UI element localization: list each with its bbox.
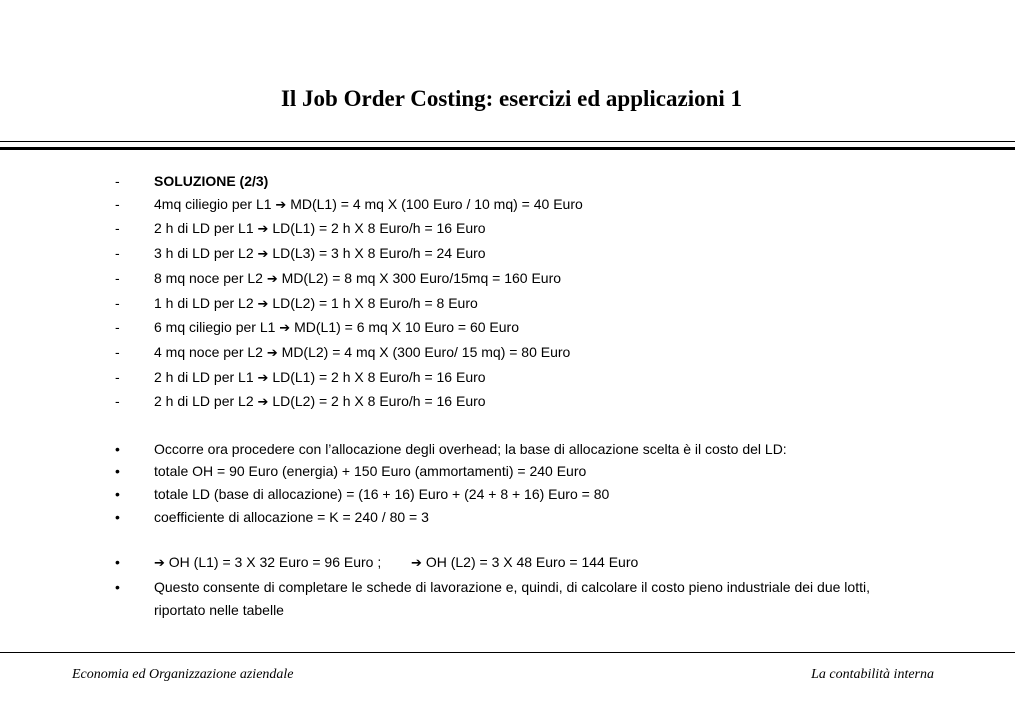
arrow-right-icon: ➔ xyxy=(257,395,269,411)
list-item xyxy=(113,390,913,415)
dash-marker: - xyxy=(115,319,120,336)
list-item xyxy=(113,483,913,506)
header-rule-thick xyxy=(0,147,1015,150)
list-item xyxy=(113,366,913,391)
bullet-marker: • xyxy=(115,486,120,503)
list-item xyxy=(113,193,913,218)
list-item xyxy=(113,460,913,483)
item-text: 4 mq noce per L2 xyxy=(154,343,263,360)
item-text: 8 mq noce per L2 xyxy=(154,269,263,286)
list-item xyxy=(113,341,913,366)
spacer xyxy=(113,529,913,552)
bullet-marker: • xyxy=(115,463,120,480)
dash-marker: - xyxy=(115,195,120,212)
list-item xyxy=(113,217,913,242)
slide-content xyxy=(113,170,913,621)
dash-marker: - xyxy=(115,393,120,410)
arrow-right-icon: ➔ xyxy=(257,370,269,386)
list-item xyxy=(113,292,913,317)
dash-marker: - xyxy=(115,368,120,385)
item-text: Questo consente di completare le schede di lavorazione e, quindi, di calcolare il costo pieno industriale dei due lotti, riportato nelle tabelle xyxy=(154,578,870,618)
dash-marker: - xyxy=(115,343,120,360)
dash-marker: - xyxy=(115,269,120,286)
dash-marker: - xyxy=(115,245,120,262)
item-text: OH (L2) = 3 X 48 Euro = 144 Euro xyxy=(425,554,639,571)
solution-heading: SOLUZIONE (2/3) xyxy=(154,173,269,189)
item-text: MD(L2) = 8 mq X 300 Euro/15mq = 160 Euro xyxy=(281,269,562,286)
arrow-right-icon: ➔ xyxy=(275,197,287,213)
item-text: LD(L2) = 2 h X 8 Euro/h = 16 Euro xyxy=(272,393,486,410)
list-item xyxy=(113,316,913,341)
item-text: 3 h di LD per L2 xyxy=(154,245,254,262)
bullet-list-allocation xyxy=(113,438,913,529)
list-item xyxy=(113,551,913,576)
item-text: coefficiente di allocazione = K = 240 / 80 = 3 xyxy=(154,508,429,525)
footer-course-title: Economia ed Organizzazione aziendale xyxy=(72,667,294,682)
item-text: LD(L1) = 2 h X 8 Euro/h = 16 Euro xyxy=(272,220,486,237)
dash-list xyxy=(113,170,913,415)
item-text: 2 h di LD per L1 xyxy=(154,220,254,237)
arrow-right-icon: ➔ xyxy=(266,345,278,361)
item-text: LD(L1) = 2 h X 8 Euro/h = 16 Euro xyxy=(272,368,486,385)
bullet-marker: • xyxy=(115,554,120,571)
bullet-marker: • xyxy=(115,578,120,595)
item-text: 2 h di LD per L1 xyxy=(154,368,254,385)
arrow-right-icon: ➔ xyxy=(257,222,269,238)
arrow-right-icon: ➔ xyxy=(266,271,278,287)
dash-marker: - xyxy=(115,173,120,189)
arrow-right-icon: ➔ xyxy=(154,556,165,572)
spacer xyxy=(113,415,913,438)
arrow-right-icon: ➔ xyxy=(257,296,269,312)
item-text: 6 mq ciliegio per L1 xyxy=(154,319,276,336)
item-text: totale OH = 90 Euro (energia) + 150 Euro (ammortamenti) = 240 Euro xyxy=(154,463,587,480)
footer-rule xyxy=(0,652,1015,653)
item-text: LD(L2) = 1 h X 8 Euro/h = 8 Euro xyxy=(272,294,478,311)
item-text: OH (L1) = 3 X 32 Euro = 96 Euro ; xyxy=(168,554,382,571)
arrow-right-icon: ➔ xyxy=(257,247,269,263)
list-item xyxy=(113,506,913,529)
item-text: totale LD (base di allocazione) = (16 + 16) Euro + (24 + 8 + 16) Euro = 80 xyxy=(154,486,610,503)
bullet-marker: • xyxy=(115,508,120,525)
item-text: 1 h di LD per L2 xyxy=(154,294,254,311)
list-item xyxy=(113,438,913,461)
header-rule-thin xyxy=(0,141,1015,142)
list-item xyxy=(113,267,913,292)
bullet-marker: • xyxy=(115,440,120,457)
dash-marker: - xyxy=(115,220,120,237)
item-text: 2 h di LD per L2 xyxy=(154,393,254,410)
list-item xyxy=(113,170,913,193)
item-text: MD(L1) = 6 mq X 10 Euro = 60 Euro xyxy=(294,319,519,336)
item-text: Occorre ora procedere con l’allocazione degli overhead; la base di allocazione scelta è il costo del LD: xyxy=(154,440,787,457)
slide-title: Il Job Order Costing: esercizi ed applicazioni 1 xyxy=(280,86,743,111)
item-text: 4mq ciliegio per L1 xyxy=(154,195,272,212)
list-item xyxy=(113,242,913,267)
arrow-right-icon: ➔ xyxy=(411,556,422,572)
item-text: LD(L3) = 3 h X 8 Euro/h = 24 Euro xyxy=(272,245,486,262)
list-item xyxy=(113,576,899,621)
item-text: MD(L2) = 4 mq X (300 Euro/ 15 mq) = 80 Euro xyxy=(281,343,571,360)
bullet-list-overhead xyxy=(113,551,913,621)
footer-section-title: La contabilità interna xyxy=(811,667,934,682)
dash-marker: - xyxy=(115,294,120,311)
item-text: MD(L1) = 4 mq X (100 Euro / 10 mq) = 40 Euro xyxy=(290,195,583,212)
arrow-right-icon: ➔ xyxy=(279,321,291,337)
